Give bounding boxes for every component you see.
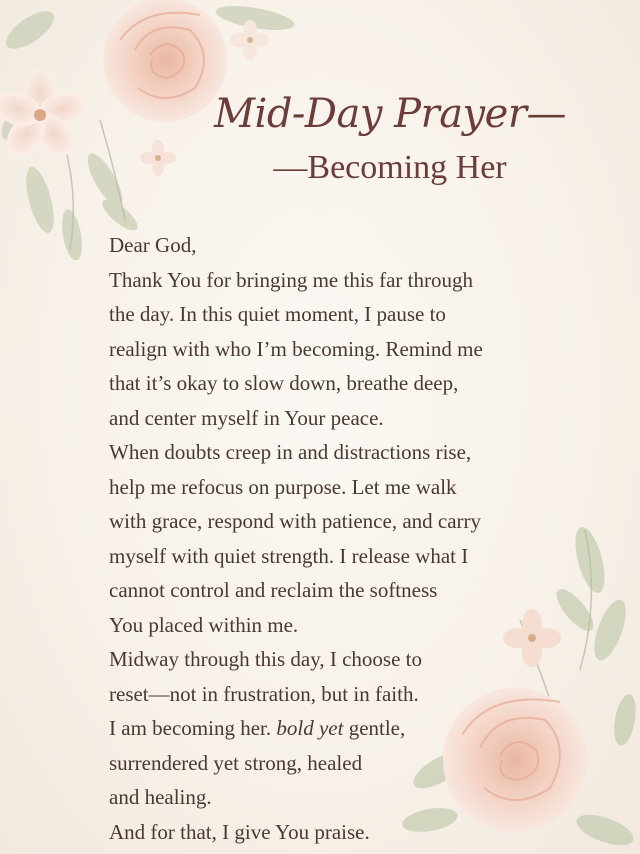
prayer-line: myself with quiet strength. I release what I — [109, 543, 469, 568]
page-title: Mid-Day Prayer— — [214, 91, 566, 137]
prayer-line: realign with who I’m becoming. Remind me — [109, 336, 483, 361]
prayer-line: with grace, respond with patience, and carry — [109, 509, 482, 533]
page-subtitle: —Becoming Her — [273, 149, 507, 186]
prayer-line: and center myself in Your peace. — [109, 405, 384, 430]
becoming-italic: bold yet — [276, 716, 344, 740]
prayer-line-becoming — [109, 711, 569, 746]
prayer-line: the day. In this quiet moment, I pause to — [109, 302, 446, 326]
prayer-line: Thank You for bringing me this far through — [109, 267, 473, 292]
becoming-before: I am becoming her. — [109, 716, 277, 740]
prayer-line: surrendered yet strong, healed — [109, 750, 363, 775]
prayer-line: cannot control and reclaim the softness — [109, 578, 438, 602]
prayer-line: and healing. — [109, 785, 212, 809]
prayer-line: Midway through this day, I choose to — [109, 647, 423, 671]
prayer-line: When doubts creep in and distractions rise, — [109, 440, 472, 464]
prayer-line: You placed within me. — [109, 612, 299, 637]
title-block — [200, 88, 580, 190]
prayer-body — [109, 228, 569, 849]
prayer-line: help me refocus on purpose. Let me walk — [109, 474, 457, 499]
salutation: Dear God, — [109, 233, 197, 257]
becoming-after: gentle, — [343, 716, 406, 740]
prayer-line: And for that, I give You praise. — [109, 819, 370, 844]
prayer-line: reset—not in frustration, but in faith. — [109, 681, 419, 706]
prayer-line: that it’s okay to slow down, breathe deep, — [109, 371, 459, 395]
